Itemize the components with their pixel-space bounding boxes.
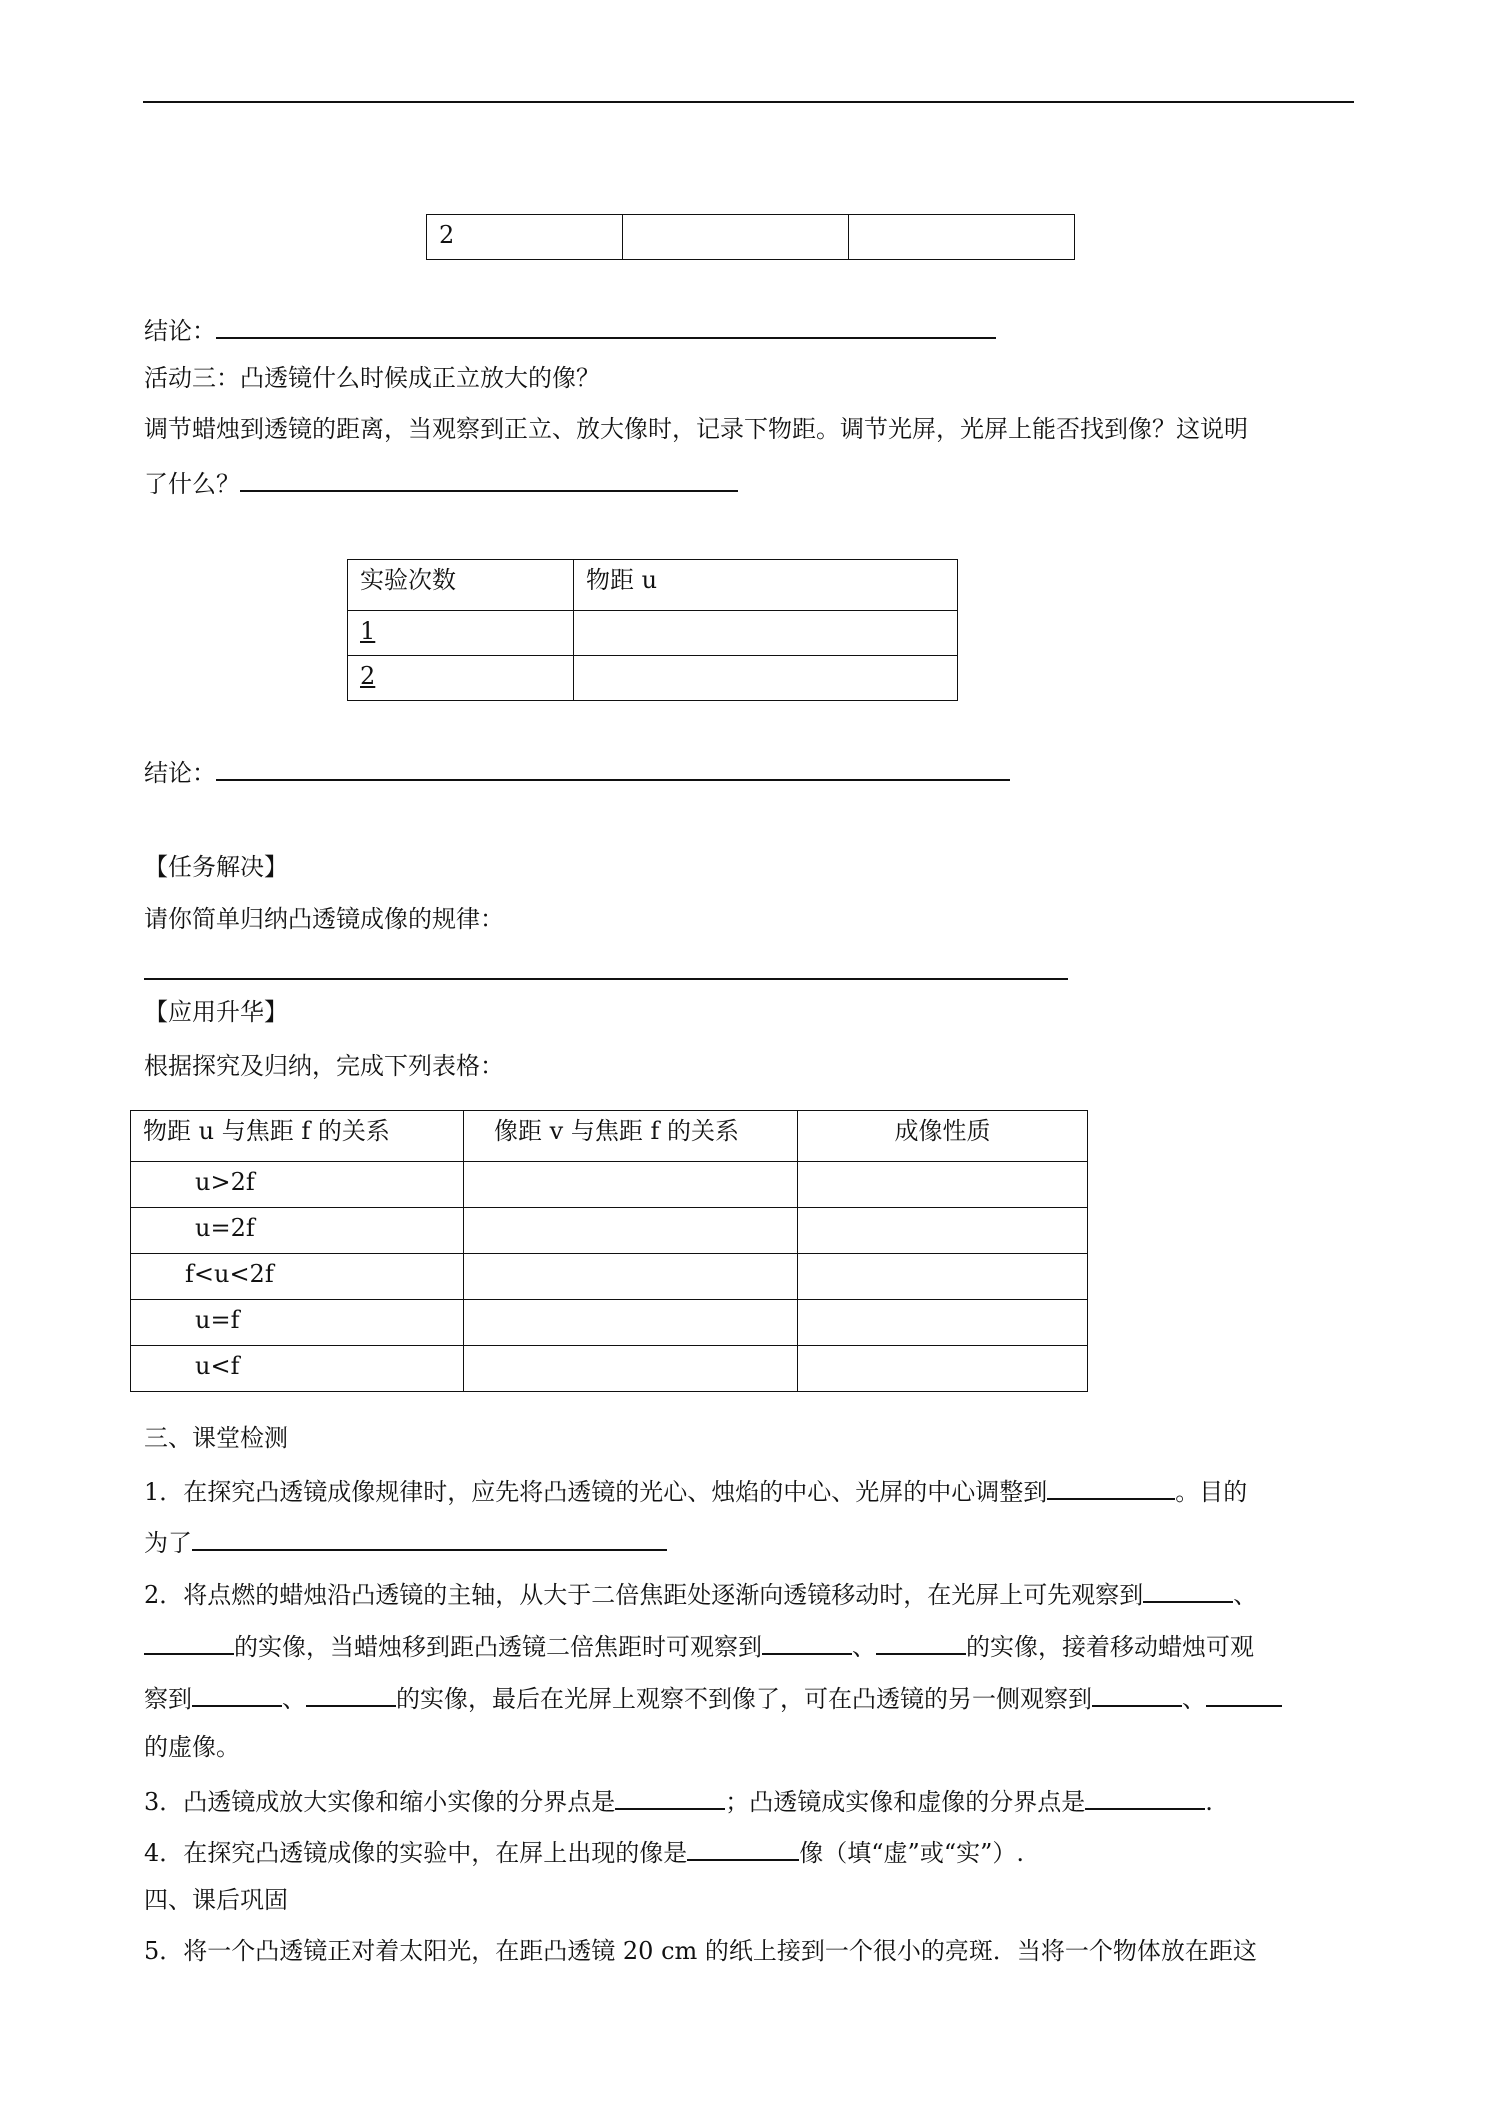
question-2-line-4: 的虚像。 [144, 1733, 240, 1761]
answer-blank[interactable] [216, 311, 996, 339]
relation-cell: u=2f [131, 1208, 464, 1254]
question-text: 、 [1233, 1581, 1258, 1609]
table-row [348, 656, 958, 701]
question-text: 2．将点燃的蜡烛沿凸透镜的主轴，从大于二倍焦距处逐渐向透镜移动时，在光屏上可先观察到 [144, 1581, 1144, 1609]
table-cell[interactable] [464, 1254, 798, 1300]
trial-number: 1 [360, 617, 376, 645]
table-row [131, 1300, 1088, 1346]
section-4-heading: 四、课后巩固 [144, 1886, 288, 1914]
table-cell [849, 215, 1075, 260]
table-header-row [131, 1111, 1088, 1162]
table-cell[interactable] [798, 1162, 1088, 1208]
answer-blank[interactable] [1143, 1575, 1233, 1603]
question-text: 的实像，当蜡烛移到距凸透镜二倍焦距时可观察到 [234, 1633, 762, 1661]
relation-cell: u<f [131, 1346, 464, 1392]
table-header-cell: 成像性质 [798, 1111, 1088, 1162]
header-text: 像距 v 与焦距 f 的关系 [494, 1117, 739, 1145]
activity3-line1: 调节蜡烛到透镜的距离，当观察到正立、放大像时，记录下物距。调节光屏，光屏上能否找到像？这说明 [144, 415, 1248, 443]
answer-blank[interactable] [1206, 1679, 1282, 1707]
question-text: 、 [1182, 1685, 1206, 1713]
question-text: 的实像，最后在光屏上观察不到像了，可在凸透镜的另一侧观察到 [396, 1685, 1092, 1713]
activity3-line2 [144, 464, 738, 500]
table-cell[interactable] [798, 1346, 1088, 1392]
table-header-cell: 物距 u 与焦距 f 的关系 [131, 1111, 464, 1162]
answer-blank[interactable] [1085, 1782, 1205, 1810]
question-text: 。目的 [1175, 1478, 1248, 1506]
answer-blank[interactable] [306, 1679, 396, 1707]
question-5: 5．将一个凸透镜正对着太阳光，在距凸透镜 20 cm 的纸上接到一个很小的亮斑．当将一个物体放在距这 [144, 1937, 1257, 1965]
task-prompt: 请你简单归纳凸透镜成像的规律： [144, 905, 504, 933]
answer-blank[interactable] [144, 1627, 234, 1655]
table-header-cell [464, 1111, 798, 1162]
table-cell[interactable] [464, 1208, 798, 1254]
table-experiment [347, 559, 958, 701]
question-4 [144, 1833, 1024, 1869]
table-header-cell: 实验次数 [348, 560, 574, 611]
table-cell [623, 215, 849, 260]
answer-blank[interactable] [216, 753, 1010, 781]
apply-prompt: 根据探究及归纳，完成下列表格： [144, 1052, 504, 1080]
table-header-row [348, 560, 958, 611]
table-cell: 2 [427, 215, 623, 260]
table-cell [574, 656, 958, 701]
question-1-line-1 [144, 1472, 1247, 1508]
table-cell[interactable] [464, 1162, 798, 1208]
trial-number: 2 [360, 662, 376, 690]
answer-line[interactable] [144, 978, 1068, 980]
question-text: 、 [282, 1685, 306, 1713]
apply-heading: 【应用升华】 [144, 998, 288, 1026]
answer-blank[interactable] [192, 1679, 282, 1707]
question-2-line-3 [144, 1679, 1282, 1715]
relation-cell: u>2f [131, 1162, 464, 1208]
conclusion-label: 结论： [144, 317, 216, 345]
answer-blank[interactable] [240, 464, 738, 492]
answer-blank[interactable] [615, 1782, 725, 1810]
section-3-heading: 三、课堂检测 [144, 1424, 288, 1452]
table-cell[interactable] [798, 1254, 1088, 1300]
answer-blank[interactable] [1047, 1472, 1175, 1500]
table-row [348, 611, 958, 656]
conclusion-line-1 [144, 311, 996, 347]
table-row [427, 215, 1075, 260]
conclusion-label: 结论： [144, 759, 216, 787]
header-rule [143, 101, 1354, 103]
question-1-line-2 [144, 1523, 667, 1559]
question-text: . [1205, 1788, 1213, 1816]
table-row [131, 1208, 1088, 1254]
relation-cell: f<u<2f [131, 1254, 464, 1300]
answer-blank[interactable] [876, 1627, 966, 1655]
table-cell [348, 611, 574, 656]
table-row [131, 1162, 1088, 1208]
question-text: 、 [852, 1633, 876, 1661]
question-3 [144, 1782, 1213, 1818]
question-2-line-2 [144, 1627, 1254, 1663]
table-cell[interactable] [464, 1300, 798, 1346]
question-text: 3．凸透镜成放大实像和缩小实像的分界点是 [144, 1788, 616, 1816]
table-row [131, 1254, 1088, 1300]
answer-blank[interactable] [192, 1523, 667, 1551]
table-cell[interactable] [798, 1300, 1088, 1346]
table-header-cell: 物距 u [574, 560, 958, 611]
table-cell [574, 611, 958, 656]
question-2-line-1 [144, 1575, 1257, 1611]
table-top [426, 214, 1075, 260]
question-text: 为了 [144, 1529, 192, 1557]
activity3-title: 活动三：凸透镜什么时候成正立放大的像？ [144, 364, 600, 392]
relation-cell: u=f [131, 1300, 464, 1346]
table-cell[interactable] [464, 1346, 798, 1392]
question-text: 1．在探究凸透镜成像规律时，应先将凸透镜的光心、烛焰的中心、光屏的中心调整到 [144, 1478, 1048, 1506]
table-row [131, 1346, 1088, 1392]
question-text: 察到 [144, 1685, 192, 1713]
table-cell [348, 656, 574, 701]
answer-blank[interactable] [762, 1627, 852, 1655]
question-text: 的实像，接着移动蜡烛可观 [966, 1633, 1254, 1661]
question-text: 4．在探究凸透镜成像的实验中，在屏上出现的像是 [144, 1839, 688, 1867]
table-cell[interactable] [798, 1208, 1088, 1254]
table-imaging [130, 1110, 1088, 1392]
question-text: 像（填“虚”或“实”）. [799, 1839, 1024, 1867]
activity3-line2-text: 了什么？ [144, 470, 240, 498]
task-heading: 【任务解决】 [144, 853, 288, 881]
answer-blank[interactable] [687, 1833, 799, 1861]
conclusion-line-2 [144, 753, 1010, 789]
question-text: ；凸透镜成实像和虚像的分界点是 [725, 1788, 1086, 1816]
answer-blank[interactable] [1092, 1679, 1182, 1707]
